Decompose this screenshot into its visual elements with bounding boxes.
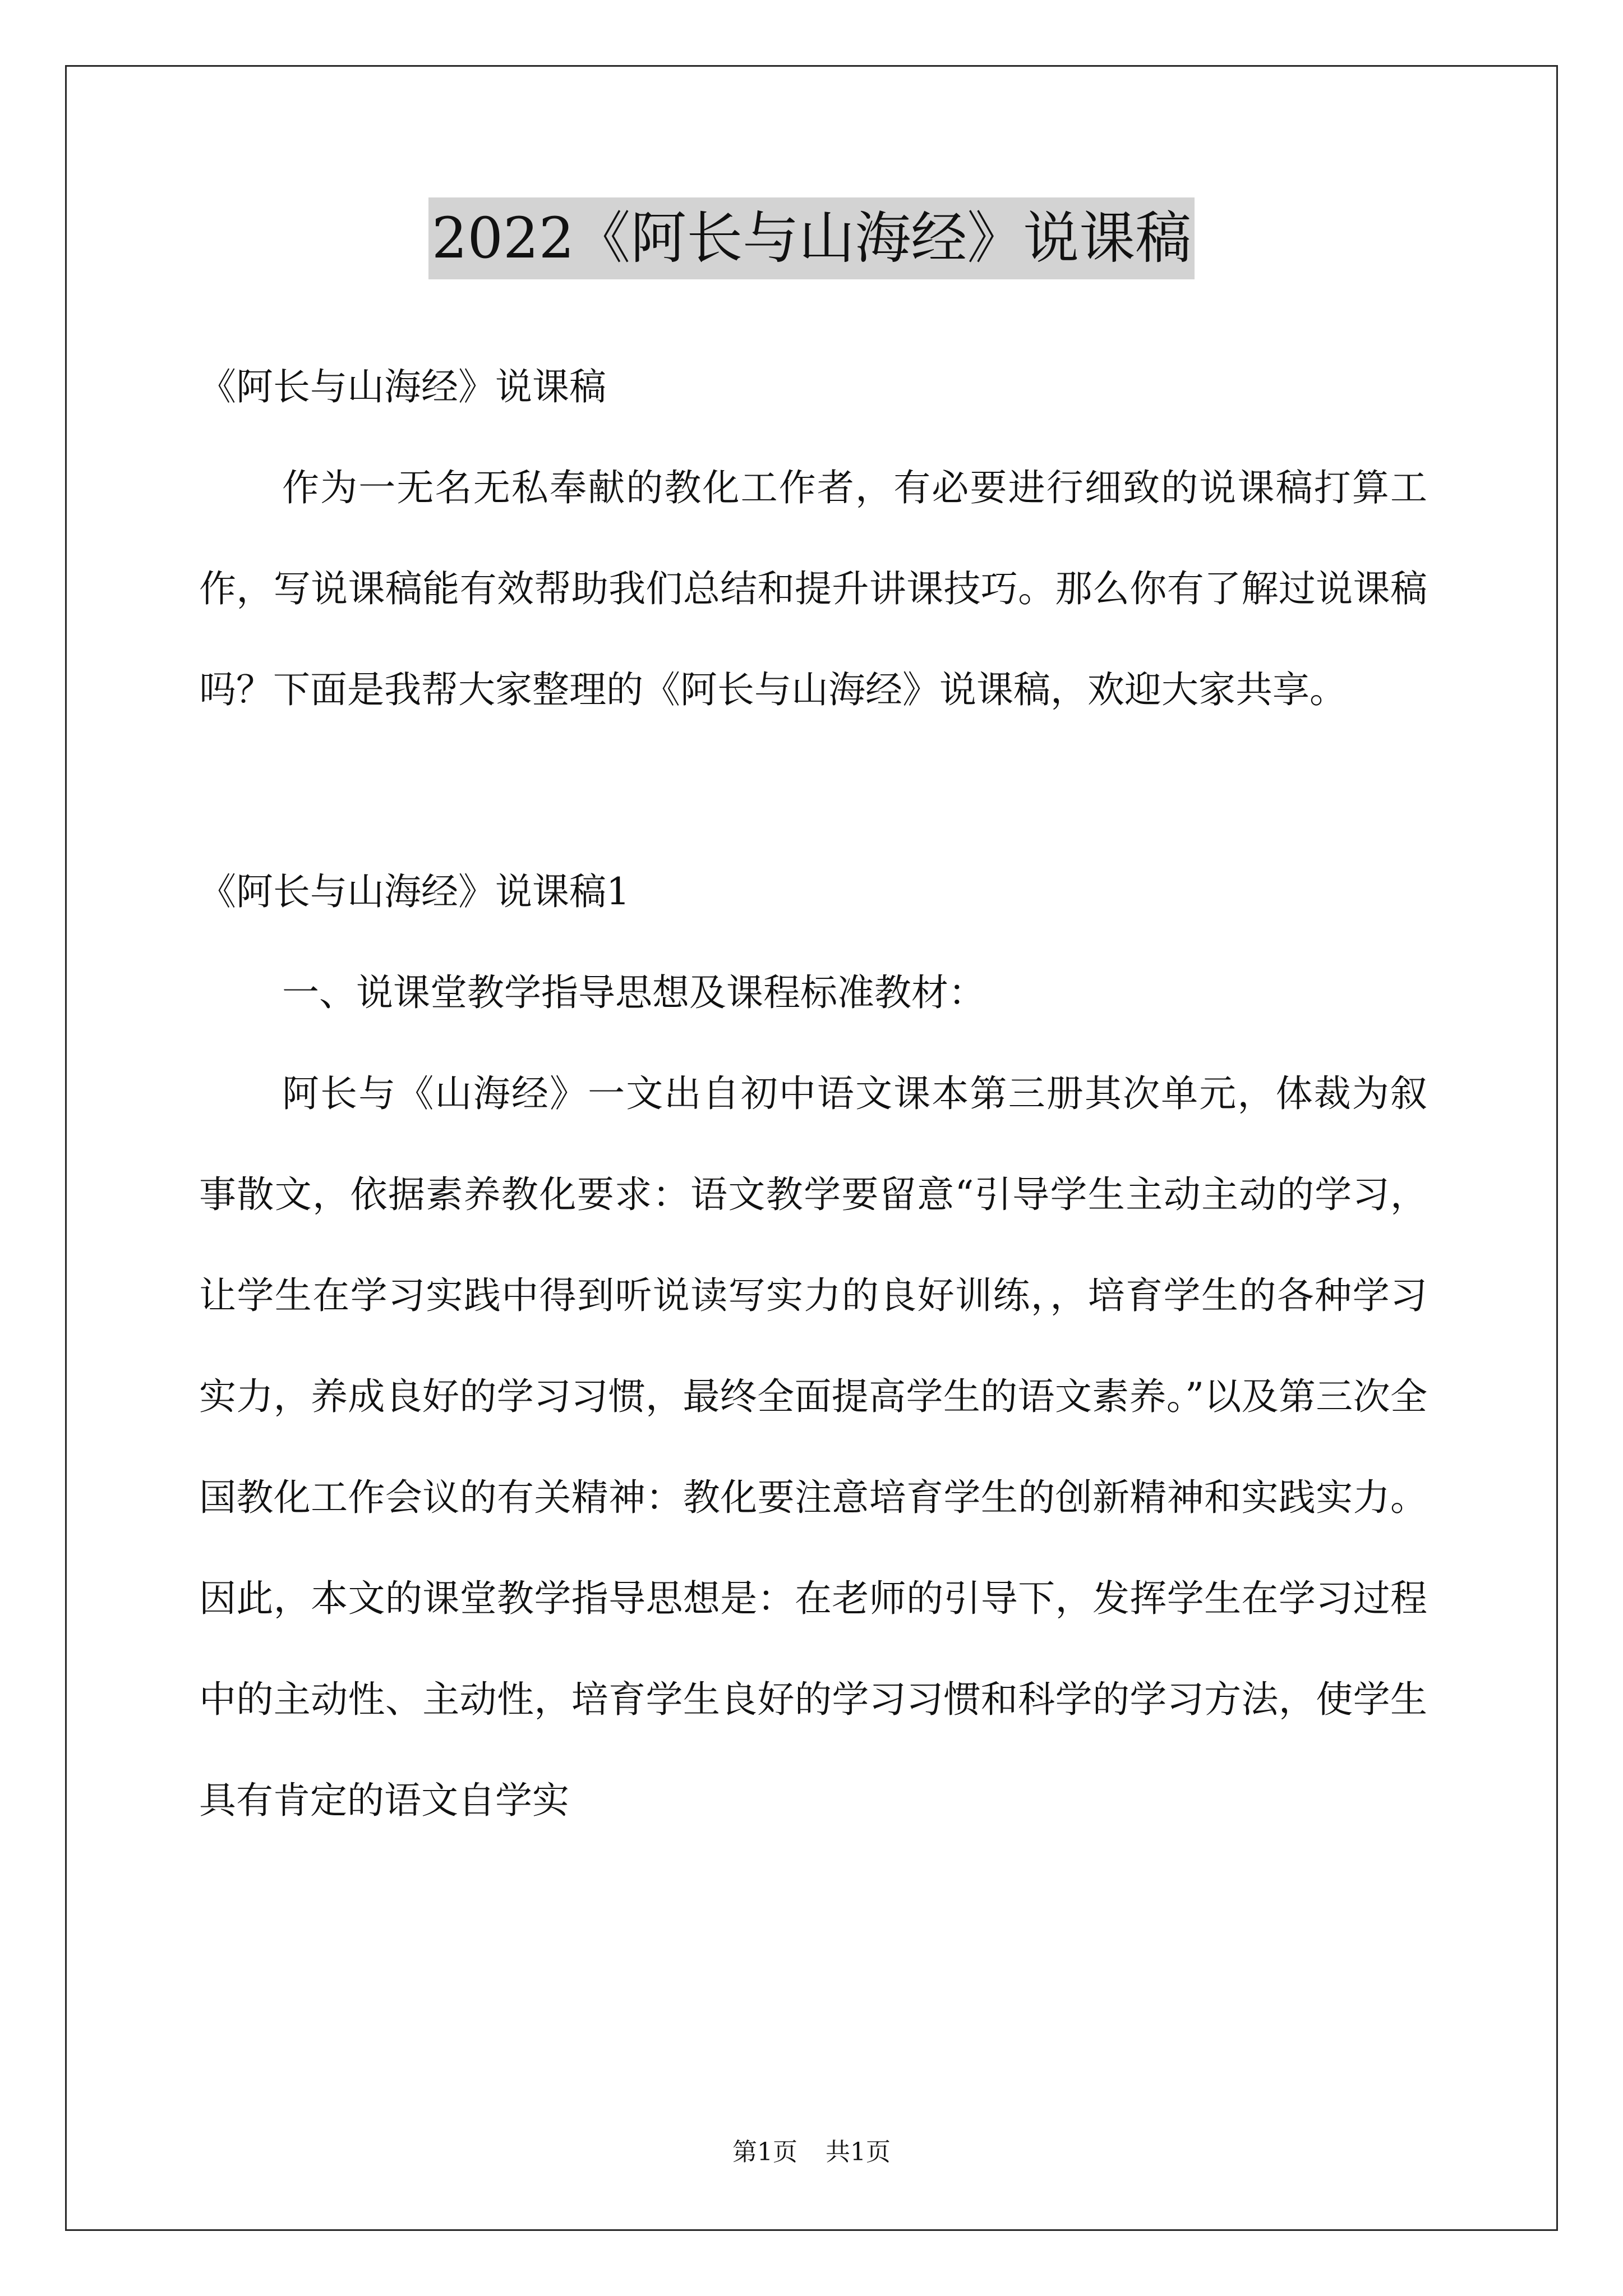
document-title: 2022《阿长与山海经》说课稿 [428,197,1195,279]
page-footer [0,2132,1623,2168]
title-container [0,197,1623,279]
section-heading: 一、说课堂教学指导思想及课程标准教材： [282,971,985,1014]
body-paragraph: 阿长与《山海经》一文出自初中语文课本第三册其次单元，体裁为叙事散文，依据素养教化要求：语文教学要留意“引导学生主动主动的学习，让学生在学习实践中得到听说读写实力的良好训练，，培育学生的各种学习实力，养成良好的学习习惯，最终全面提高学生的语文素养。”以及第三次全国教化工作会议的有关精神：教化要注意培育学生的创新精神和实践实力。因此，本文的课堂教学指导思想是：在老师的引导下，发挥学生在学习过程中的主动性、主动性，培育学生良好的学习习惯和科学的学习方法，使学生具有肯定的语文自学实 [199,1072,1427,1822]
intro-paragraph: 作为一无名无私奉献的教化工作者，有必要进行细致的说课稿打算工作，写说课稿能有效帮助我们总结和提升讲课技巧。那么你有了解过说课稿吗？下面是我帮大家整理的《阿长与山海经》说课稿，欢迎大家共享。 [199,466,1427,711]
document-body [199,337,1427,1851]
page-total: 共1页 [826,2138,891,2166]
page-number: 第1页 [732,2138,797,2166]
paragraph-spacer [199,740,1427,841]
subtitle: 《阿长与山海经》说课稿 [199,365,606,408]
section-title: 《阿长与山海经》说课稿1 [199,870,630,913]
